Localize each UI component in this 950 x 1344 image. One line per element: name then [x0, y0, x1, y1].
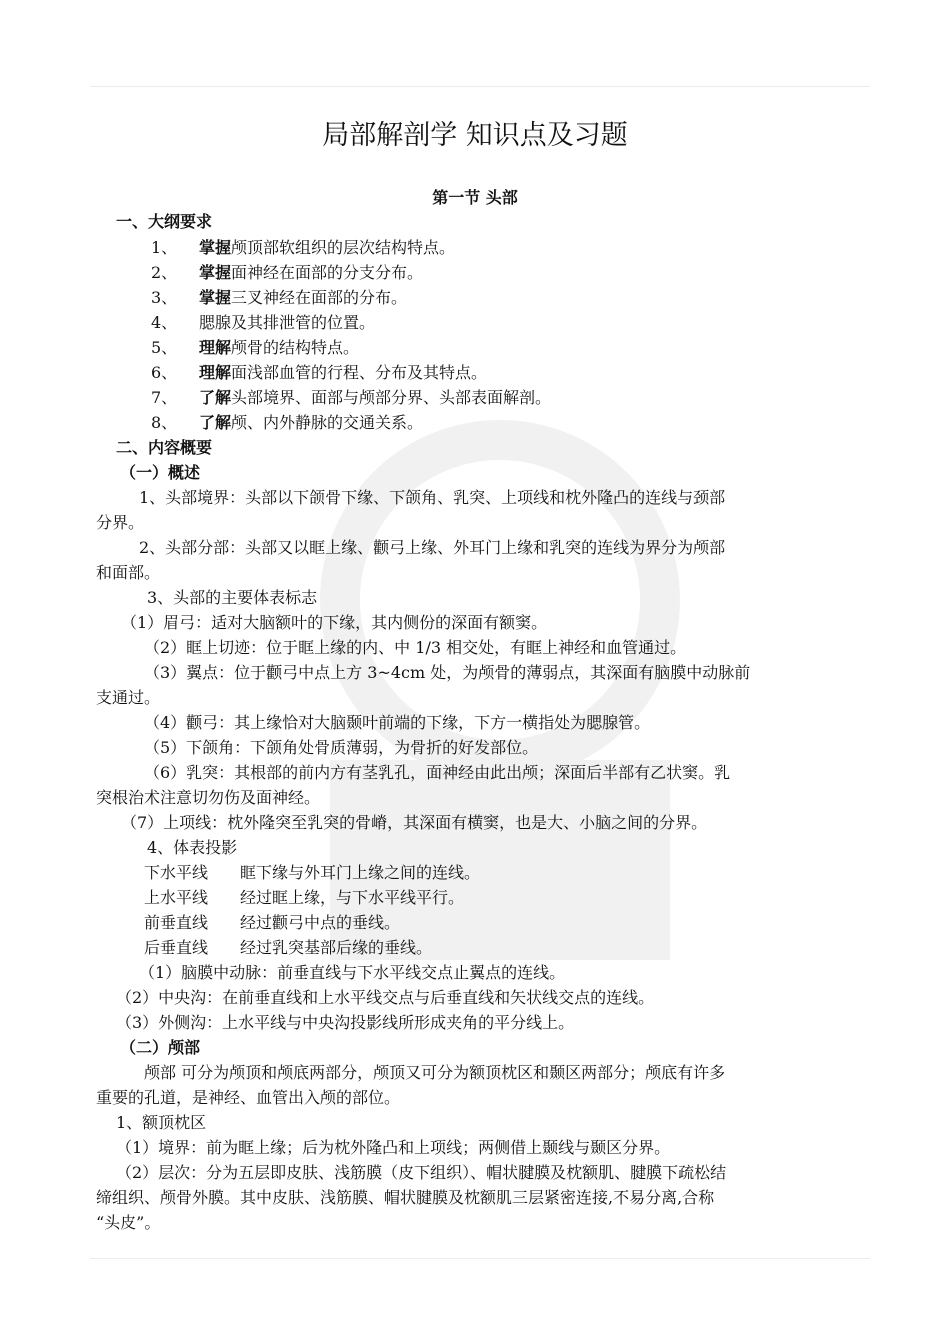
paragraph-line: 颅部 可分为颅顶和颅底两部分，颅顶又可分为额顶枕区和颞区两部分；颅底有许多 — [144, 1063, 726, 1082]
bottom-divider — [90, 1258, 870, 1259]
outline-item-text: 颅顶部软组织的层次结构特点。 — [231, 238, 456, 257]
projection-line — [144, 861, 480, 885]
projection-line — [144, 936, 432, 960]
landmark-item: 支通过。 — [96, 688, 161, 707]
outline-item — [151, 286, 407, 310]
projection-line — [144, 886, 464, 910]
landmark-item: （5）下颌角：下颌角处骨质薄弱，为骨折的好发部位。 — [144, 738, 539, 757]
outline-item — [151, 336, 359, 360]
projection-term: 下水平线 — [144, 863, 209, 882]
paragraph-line: 3、头部的主要体表标志 — [147, 588, 318, 607]
region-heading: 1、额顶枕区 — [116, 1113, 207, 1132]
landmark-item: （3）翼点：位于颧弓中点上方 3~4cm 处，为颅骨的薄弱点，其深面有脑膜中动脉前 — [144, 663, 751, 682]
landmark-item: （1）眉弓：适对大脑额叶的下缘，其内侧份的深面有额窦。 — [121, 613, 548, 632]
projection-desc: 经过眶上缘，与下水平线平行。 — [240, 888, 465, 907]
projection-term: 后垂直线 — [144, 938, 209, 957]
outline-item-text: 颅骨的结构特点。 — [231, 338, 360, 357]
outline-item-text: 颅、内外静脉的交通关系。 — [231, 413, 424, 432]
outline-item-verb: 了解 — [199, 413, 232, 432]
outline-item-number: 3、 — [151, 288, 178, 307]
outline-item-text: 三叉神经在面部的分布。 — [231, 288, 408, 307]
paragraph-line: 分界。 — [96, 513, 145, 532]
projection-item: （1）脑膜中动脉：前垂直线与下水平线交点止翼点的连线。 — [139, 963, 566, 982]
outline-item-number: 5、 — [151, 338, 178, 357]
region-item: （2）层次：分为五层即皮肤、浅筋膜（皮下组织）、帽状腱膜及枕额肌、腱膜下疏松结 — [116, 1163, 727, 1182]
outline-item — [151, 411, 423, 435]
outline-item-text: 头部境界、面部与颅部分界、头部表面解剖。 — [231, 388, 552, 407]
section-title: 第一节 头部 — [432, 188, 518, 207]
outline-item-text: 面浅部血管的行程、分布及其特点。 — [231, 363, 488, 382]
outline-heading: 一、大纲要求 — [116, 212, 213, 231]
outline-item — [151, 386, 551, 410]
landmark-item: （6）乳突：其根部的前内方有茎乳孔，面神经由此出颅；深面后半部有乙状窦。乳 — [144, 763, 731, 782]
document-title: 局部解剖学 知识点及习题 — [322, 120, 628, 151]
projection-item: （3）外侧沟：上水平线与中央沟投影线所形成夹角的平分线上。 — [116, 1013, 575, 1032]
outline-item — [151, 236, 455, 260]
outline-item — [151, 311, 375, 335]
outline-item-number: 8、 — [151, 413, 178, 432]
paragraph-line: 2、头部分部：头部又以眶上缘、颧弓上缘、外耳门上缘和乳突的连线为界分为颅部 — [139, 538, 726, 557]
projection-desc: 眶下缘与外耳门上缘之间的连线。 — [240, 863, 481, 882]
overview-heading: （一）概述 — [120, 463, 201, 482]
paragraph-line: 重要的孔道，是神经、血管出入颅的部位。 — [96, 1088, 401, 1107]
content-heading: 二、内容概要 — [116, 438, 213, 457]
region-item: “头皮”。 — [96, 1213, 161, 1232]
outline-item-verb: 理解 — [199, 338, 232, 357]
projection-term: 上水平线 — [144, 888, 209, 907]
top-divider — [90, 86, 870, 87]
projection-line — [144, 911, 400, 935]
cranial-heading: （二）颅部 — [120, 1038, 201, 1057]
landmark-item: （7）上项线：枕外隆突至乳突的骨嵴，其深面有横窦，也是大、小脑之间的分界。 — [121, 813, 708, 832]
projection-term: 前垂直线 — [144, 913, 209, 932]
outline-item-verb: 理解 — [199, 363, 232, 382]
outline-item-verb: 了解 — [199, 388, 232, 407]
region-item: 缔组织、颅骨外膜。其中皮肤、浅筋膜、帽状腱膜及枕额肌三层紧密连接,不易分离,合称 — [96, 1188, 715, 1207]
landmark-item: 突根治术注意切勿伤及面神经。 — [96, 788, 321, 807]
outline-item-number: 7、 — [151, 388, 178, 407]
outline-item-verb: 掌握 — [199, 263, 232, 282]
projection-desc: 经过颧弓中点的垂线。 — [240, 913, 401, 932]
projection-item: （2）中央沟：在前垂直线和上水平线交点与后垂直线和矢状线交点的连线。 — [116, 988, 655, 1007]
outline-item-verb: 掌握 — [199, 238, 232, 257]
paragraph-line: 和面部。 — [96, 563, 161, 582]
outline-item — [151, 361, 487, 385]
paragraph-line: 4、体表投影 — [147, 838, 238, 857]
paragraph-line: 1、头部境界：头部以下颌骨下缘、下颌角、乳突、上项线和枕外隆凸的连线与颈部 — [139, 488, 726, 507]
outline-item-number: 2、 — [151, 263, 178, 282]
landmark-item: （2）眶上切迹：位于眶上缘的内、中 1/3 相交处，有眶上神经和血管通过。 — [144, 638, 687, 657]
outline-item-text: 腮腺及其排泄管的位置。 — [199, 313, 376, 332]
outline-item-number: 6、 — [151, 363, 178, 382]
landmark-item: （4）颧弓：其上缘恰对大脑颞叶前端的下缘，下方一横指处为腮腺管。 — [144, 713, 651, 732]
region-item: （1）境界：前为眶上缘；后为枕外隆凸和上项线；两侧借上颞线与颞区分界。 — [116, 1138, 671, 1157]
projection-desc: 经过乳突基部后缘的垂线。 — [240, 938, 433, 957]
outline-item-number: 4、 — [151, 313, 178, 332]
outline-item-verb: 掌握 — [199, 288, 232, 307]
outline-item — [151, 261, 423, 285]
outline-item-number: 1、 — [151, 238, 178, 257]
outline-item-text: 面神经在面部的分支分布。 — [231, 263, 424, 282]
